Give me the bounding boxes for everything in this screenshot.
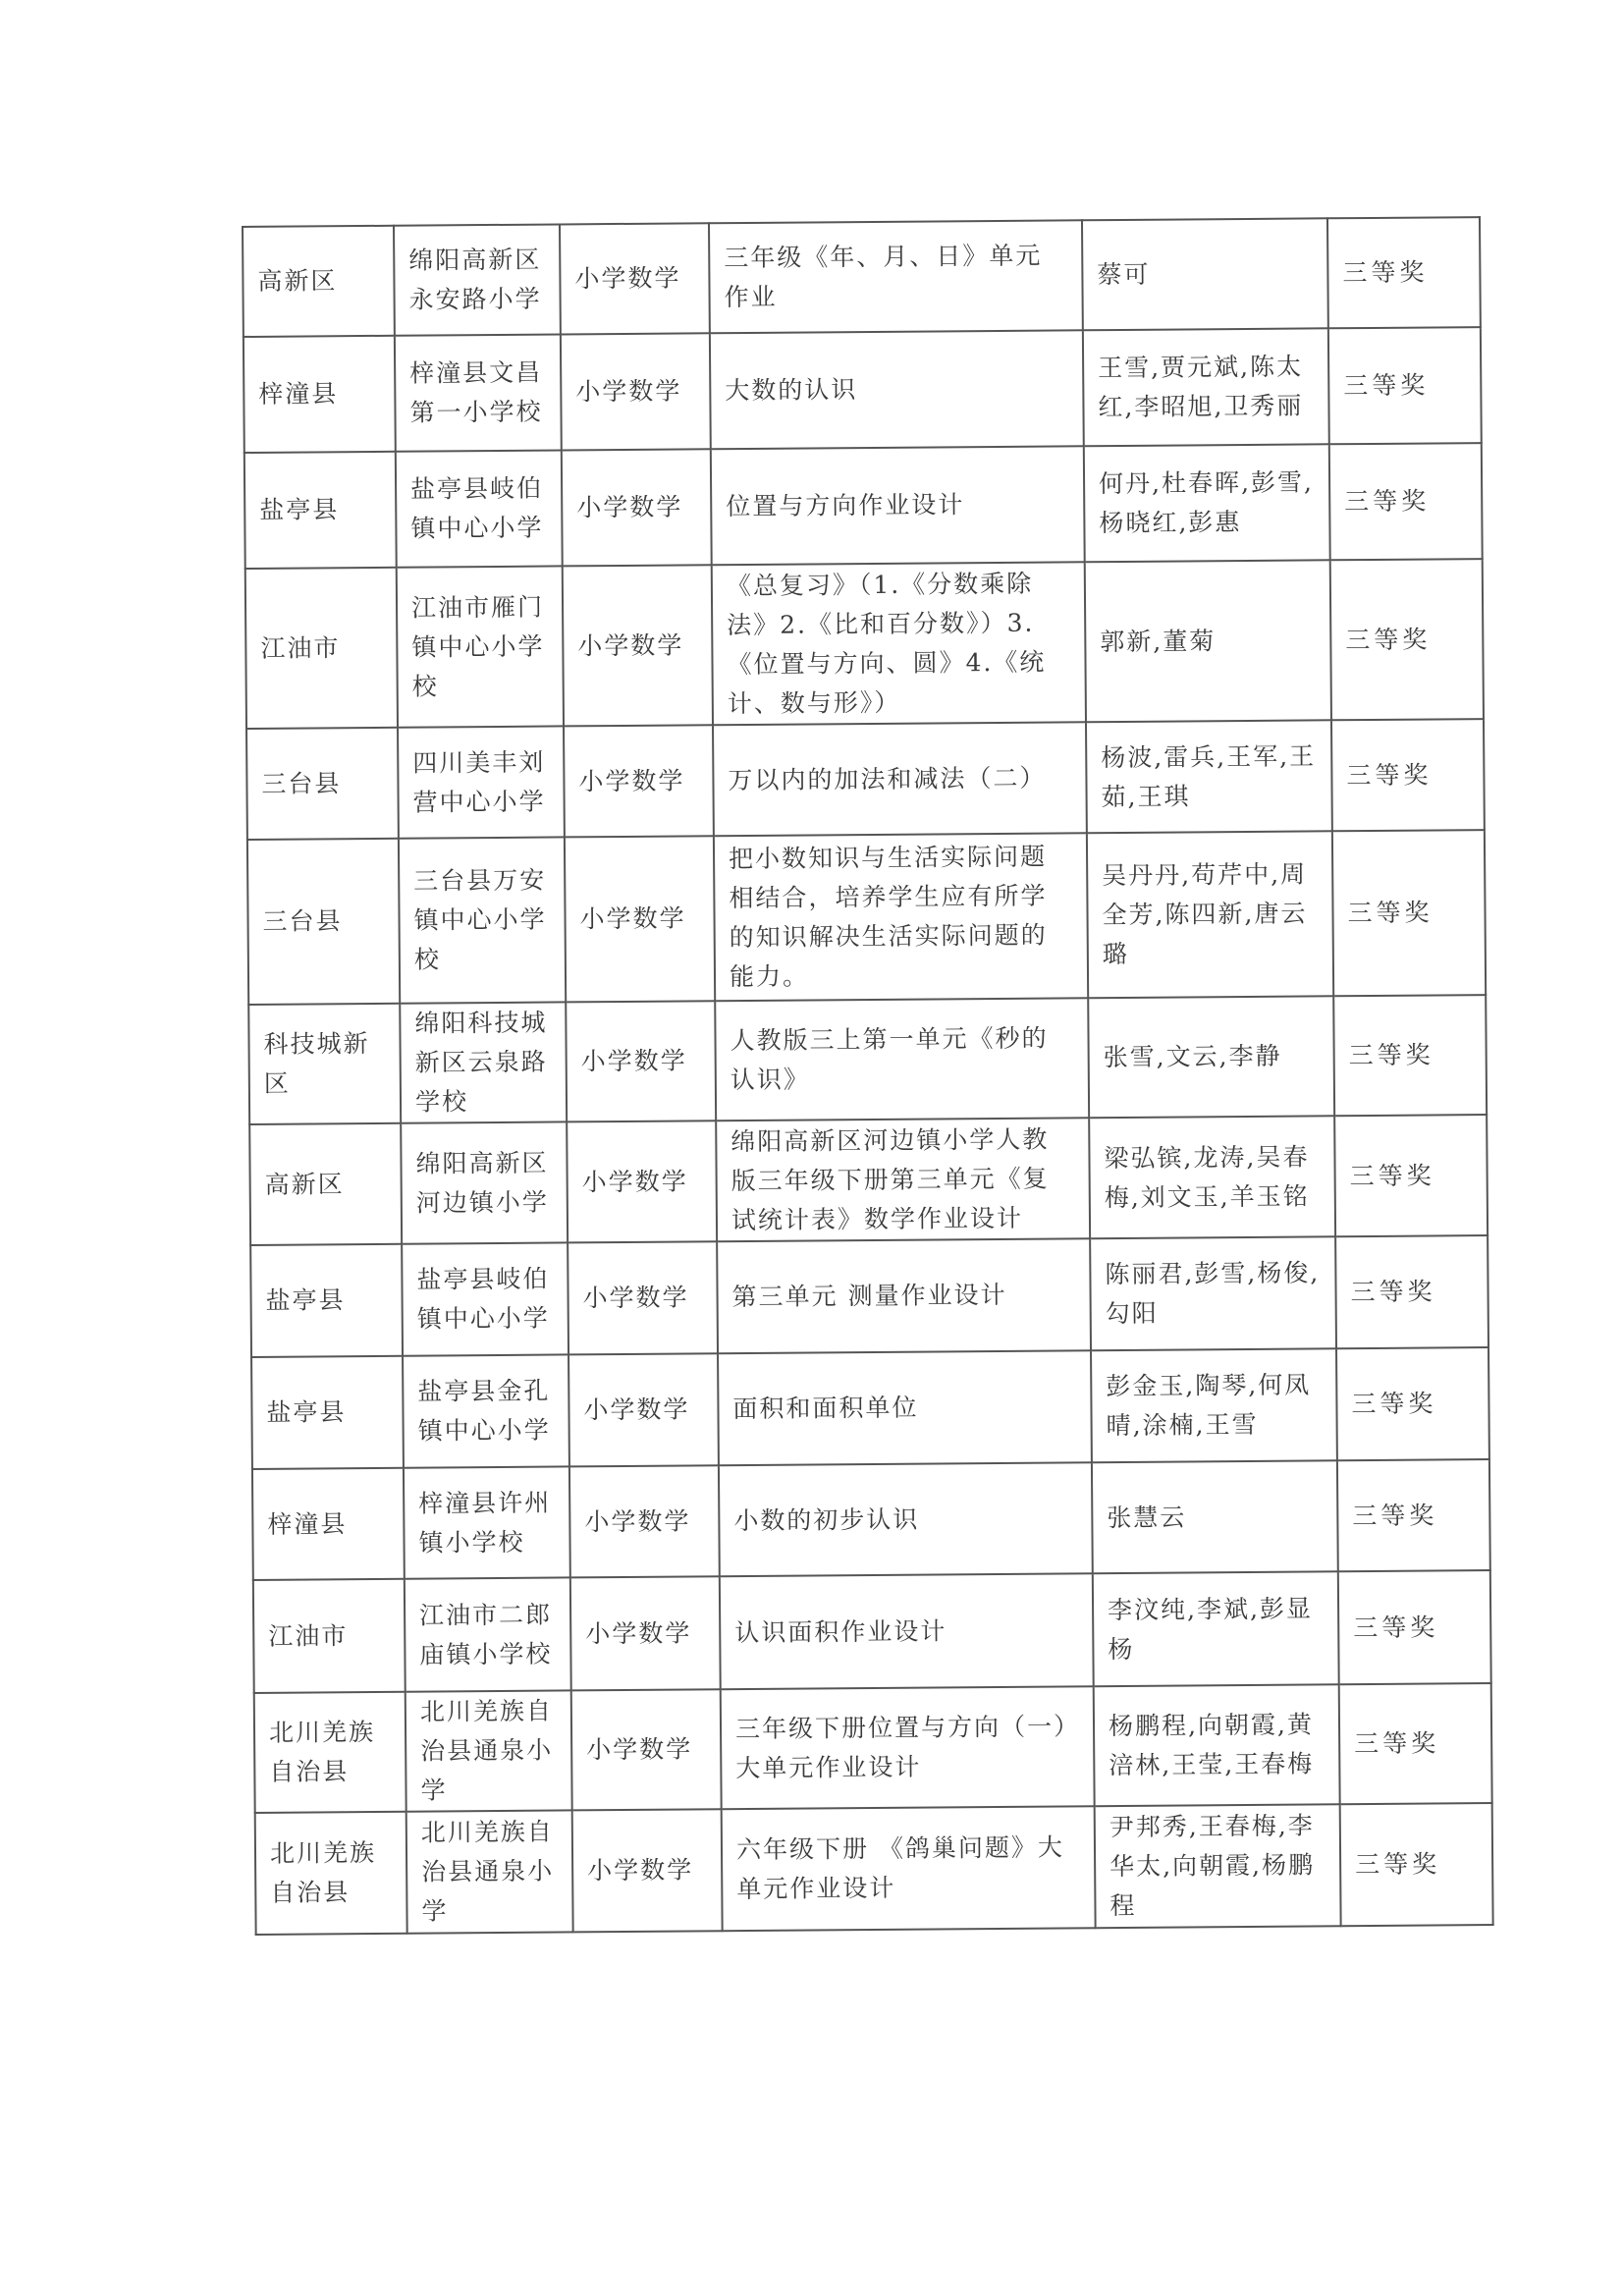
table-row [255,1803,1493,1935]
school-cell: 盐亭县岐伯镇中心小学 [402,1242,568,1355]
subject-cell: 小学数学 [564,725,714,837]
school-cell: 江油市二郎庙镇小学校 [405,1577,571,1691]
authors-cell: 郭新,董菊 [1085,560,1331,722]
authors-cell: 吴丹丹,苟芹中,周全芳,陈四新,唐云璐 [1087,831,1333,998]
table-row [250,1235,1488,1357]
award-list-page [242,216,1492,1936]
table-row [244,443,1483,569]
subject-cell: 小学数学 [570,1576,721,1690]
school-cell: 四川美丰刘营中心小学 [398,726,565,838]
authors-cell: 蔡可 [1082,218,1328,330]
award-cell: 三等奖 [1328,327,1482,444]
work-title-cell: 绵阳高新区河边镇小学人教版三年级下册第三单元《复试统计表》数学作业设计 [716,1118,1090,1241]
school-cell: 绵阳高新区永安路小学 [394,224,561,335]
authors-cell: 张慧云 [1092,1460,1338,1573]
district-cell: 江油市 [253,1579,406,1693]
work-title-cell: 六年级下册 《鸽巢问题》大单元作业设计 [722,1806,1096,1931]
table-row [243,217,1481,337]
district-cell: 高新区 [243,226,395,337]
district-cell: 盐亭县 [244,452,397,569]
school-cell: 梓潼县许州镇小学校 [404,1466,570,1578]
award-cell: 三等奖 [1329,443,1483,560]
table-row [246,719,1485,840]
authors-cell: 杨鹏程,向朝霞,黄涪林,王莹,王春梅 [1094,1684,1340,1806]
subject-cell: 小学数学 [568,1353,719,1466]
award-cell: 三等奖 [1336,1347,1489,1460]
subject-cell: 小学数学 [566,1001,716,1121]
authors-cell: 李汶纯,李斌,彭显杨 [1093,1571,1339,1686]
school-cell: 北川羌族自治县通泉小学 [406,1810,573,1933]
award-cell: 三等奖 [1333,995,1487,1116]
authors-cell: 尹邦秀,王春梅,李华太,向朝霞,杨鹏程 [1095,1804,1341,1928]
authors-cell: 杨波,雷兵,王军,王茹,王琪 [1086,720,1332,833]
school-cell: 绵阳科技城新区云泉路学校 [400,1002,567,1122]
district-cell: 三台县 [246,728,399,840]
district-cell: 三台县 [247,839,400,1005]
subject-cell: 小学数学 [560,223,710,334]
school-cell: 北川羌族自治县通泉小学 [406,1690,572,1811]
award-cell: 三等奖 [1340,1803,1493,1926]
award-cell: 三等奖 [1337,1459,1490,1571]
school-cell: 绵阳高新区河边镇小学 [401,1121,568,1243]
authors-cell: 陈丽君,彭雪,杨俊,勾阳 [1090,1236,1336,1350]
table-row [251,1347,1489,1469]
award-cell: 三等奖 [1330,559,1484,720]
subject-cell: 小学数学 [571,1689,722,1810]
district-cell: 高新区 [249,1123,402,1245]
authors-cell: 梁弘镔,龙涛,吴春梅,刘文玉,羊玉铭 [1089,1116,1335,1238]
work-title-cell: 三年级《年、月、日》单元作业 [709,220,1083,333]
district-cell: 北川羌族自治县 [255,1812,407,1935]
table-row [243,327,1482,453]
work-title-cell: 小数的初步认识 [719,1462,1093,1576]
award-cell: 三等奖 [1332,830,1486,996]
work-title-cell: 面积和面积单位 [718,1350,1092,1465]
authors-cell: 彭金玉,陶琴,何凤晴,涂楠,王雪 [1091,1348,1337,1462]
award-cell: 三等奖 [1331,719,1485,831]
school-cell: 梓潼县文昌第一小学校 [395,334,562,451]
district-cell: 科技城新区 [248,1004,401,1124]
subject-cell: 小学数学 [563,565,713,726]
table-row [254,1683,1492,1813]
school-cell: 盐亭县岐伯镇中心小学 [396,450,563,567]
table-row [245,559,1484,729]
work-title-cell: 万以内的加法和减法（二） [713,722,1087,836]
authors-cell: 何丹,杜春晖,彭雪,杨晓红,彭惠 [1084,444,1330,562]
district-cell: 北川羌族自治县 [254,1692,406,1813]
table-row [252,1459,1490,1580]
subject-cell: 小学数学 [569,1465,720,1577]
award-cell: 三等奖 [1334,1115,1488,1236]
award-cell: 三等奖 [1338,1570,1491,1684]
school-cell: 盐亭县金孔镇中心小学 [403,1354,569,1467]
district-cell: 江油市 [245,568,398,729]
subject-cell: 小学数学 [572,1809,723,1932]
work-title-cell: 把小数知识与生活实际问题相结合，培养学生应有所学的知识解决生活实际问题的能力。 [714,833,1088,1001]
table-row [247,830,1486,1005]
district-cell: 梓潼县 [252,1468,405,1580]
work-title-cell: 《总复习》（1.《分数乘除法》2.《比和百分数》）3.《位置与方向、圆》4.《统计、数与形》） [712,562,1086,725]
table-row [253,1570,1491,1693]
table-row [249,1115,1488,1245]
subject-cell: 小学数学 [567,1121,717,1242]
award-cell: 三等奖 [1339,1683,1492,1804]
work-title-cell: 三年级下册位置与方向（一）大单元作业设计 [721,1686,1095,1809]
work-title-cell: 第三单元 测量作业设计 [717,1238,1091,1353]
authors-cell: 王雪,贾元斌,陈太红,李昭旭,卫秀丽 [1083,328,1329,446]
district-cell: 梓潼县 [243,336,396,453]
table-row [248,995,1487,1124]
work-title-cell: 认识面积作业设计 [720,1573,1094,1689]
award-table [242,216,1494,1936]
district-cell: 盐亭县 [250,1244,403,1357]
subject-cell: 小学数学 [561,333,711,450]
subject-cell: 小学数学 [568,1241,718,1354]
award-cell: 三等奖 [1327,217,1481,328]
award-cell: 三等奖 [1335,1235,1488,1348]
work-title-cell: 人教版三上第一单元《秒的认识》 [715,998,1089,1121]
district-cell: 盐亭县 [251,1356,404,1469]
school-cell: 江油市雁门镇中心小学校 [397,566,564,727]
subject-cell: 小学数学 [565,836,715,1002]
authors-cell: 张雪,文云,李静 [1088,996,1334,1118]
subject-cell: 小学数学 [562,449,712,566]
work-title-cell: 大数的认识 [710,330,1084,449]
work-title-cell: 位置与方向作业设计 [711,446,1085,565]
school-cell: 三台县万安镇中心小学校 [399,837,566,1003]
